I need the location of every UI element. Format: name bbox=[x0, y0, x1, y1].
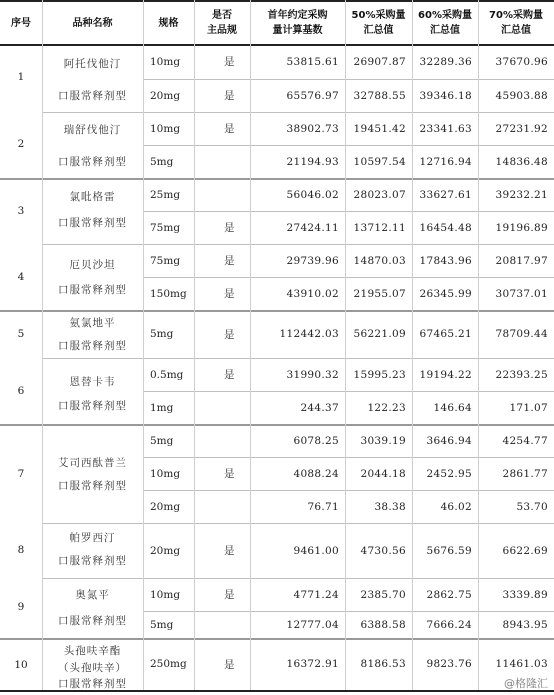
group-number: 3 bbox=[17, 205, 25, 217]
main-flag-cell bbox=[194, 424, 250, 457]
base-value-cell: 12777.04 bbox=[286, 618, 339, 631]
main-flag-cell: 是 bbox=[224, 222, 235, 234]
header-60: 60%采购量 汇总值 bbox=[418, 10, 472, 36]
base-value-cell: 27424.11 bbox=[286, 221, 339, 234]
spec-cell: 10mg bbox=[150, 122, 181, 135]
group-number: 10 bbox=[14, 659, 28, 671]
row-divider bbox=[143, 457, 554, 458]
base-value-cell: 76.71 bbox=[307, 500, 339, 513]
drug-name-line: 帕罗西汀 bbox=[69, 531, 116, 544]
p50-value-cell: 2044.18 bbox=[360, 467, 406, 480]
header-main: 是否 主品规 bbox=[207, 10, 237, 36]
p50-value-cell: 32788.55 bbox=[353, 89, 406, 102]
main-flag-cell: 是 bbox=[224, 123, 235, 135]
spec-cell: 20mg bbox=[150, 89, 181, 102]
spec-cell: 0.5mg bbox=[150, 368, 184, 381]
main-flag-cell: 是 bbox=[224, 288, 235, 300]
p60-value-cell: 146.64 bbox=[433, 401, 472, 414]
group-number: 9 bbox=[17, 601, 25, 613]
drug-name-line: 口服常释剂型 bbox=[58, 283, 127, 296]
drug-name-line: 头孢呋辛酯 bbox=[63, 644, 122, 657]
group-number: 7 bbox=[17, 468, 25, 480]
p50-value-cell: 15995.23 bbox=[353, 368, 406, 381]
spec-cell: 5mg bbox=[150, 328, 174, 340]
spec-cell: 10mg bbox=[150, 467, 181, 480]
p60-value-cell: 19194.22 bbox=[419, 368, 472, 381]
header-no: 序号 bbox=[11, 17, 31, 29]
main-flag-cell: 是 bbox=[224, 90, 235, 102]
p50-value-cell: 26907.87 bbox=[353, 55, 406, 68]
row-divider bbox=[0, 638, 554, 640]
base-value-cell: 6078.25 bbox=[293, 434, 339, 447]
row-divider bbox=[0, 44, 554, 46]
base-value-cell: 112442.03 bbox=[279, 328, 339, 340]
main-flag-cell bbox=[194, 178, 250, 211]
drug-name-line: 口服常释剂型 bbox=[58, 677, 127, 690]
drug-name-line: 阿托伐他汀 bbox=[63, 57, 122, 70]
main-flag-cell: 是 bbox=[224, 369, 235, 381]
p60-value-cell: 39346.18 bbox=[419, 89, 472, 102]
p60-value-cell: 17843.96 bbox=[419, 254, 472, 267]
base-value-cell: 244.37 bbox=[300, 401, 339, 414]
main-flag-cell: 是 bbox=[224, 468, 235, 480]
base-value-cell: 21194.93 bbox=[286, 155, 339, 168]
drug-name-line: 口服常释剂型 bbox=[58, 339, 127, 352]
row-divider bbox=[143, 490, 554, 491]
column-divider bbox=[345, 0, 346, 690]
p70-value-cell: 19196.89 bbox=[495, 221, 548, 234]
drug-name-line: 口服常释剂型 bbox=[58, 89, 127, 102]
spec-cell: 10mg bbox=[150, 55, 181, 68]
main-flag-cell bbox=[194, 611, 250, 638]
p50-value-cell: 6388.58 bbox=[360, 618, 406, 631]
p70-value-cell: 30737.01 bbox=[495, 287, 548, 300]
p60-value-cell: 7666.24 bbox=[426, 618, 472, 631]
drug-name-line: 恩替卡韦 bbox=[69, 375, 116, 388]
row-divider bbox=[0, 424, 554, 426]
spec-cell: 75mg bbox=[150, 221, 181, 234]
drug-name-line: 口服常释剂型 bbox=[58, 155, 127, 168]
p50-value-cell: 21955.07 bbox=[353, 287, 406, 300]
base-value-cell: 38902.73 bbox=[286, 122, 339, 135]
base-value-cell: 43910.02 bbox=[286, 287, 339, 300]
p70-value-cell: 22393.25 bbox=[495, 368, 548, 381]
p60-value-cell: 23341.63 bbox=[419, 122, 472, 135]
spec-cell: 20mg bbox=[150, 500, 181, 513]
p60-value-cell: 67465.21 bbox=[419, 328, 472, 340]
drug-name-line: 氨氯地平 bbox=[69, 316, 116, 329]
base-value-cell: 16372.91 bbox=[286, 658, 339, 670]
p70-value-cell: 6622.69 bbox=[502, 544, 548, 557]
row-divider bbox=[143, 611, 554, 612]
group-number: 6 bbox=[17, 385, 25, 397]
p50-value-cell: 14870.03 bbox=[353, 254, 406, 267]
drug-name-line: 口服常释剂型 bbox=[58, 614, 127, 627]
base-value-cell: 4088.24 bbox=[293, 467, 339, 480]
spec-cell: 5mg bbox=[150, 618, 174, 631]
row-divider bbox=[0, 310, 554, 312]
p70-value-cell: 37670.96 bbox=[495, 55, 548, 68]
p50-value-cell: 19451.42 bbox=[353, 122, 406, 135]
column-divider bbox=[412, 0, 413, 690]
p50-value-cell: 56221.09 bbox=[353, 328, 406, 340]
p70-value-cell: 27231.92 bbox=[495, 122, 548, 135]
base-value-cell: 53815.61 bbox=[286, 55, 339, 68]
drug-name-line: 口服常释剂型 bbox=[58, 479, 127, 492]
p70-value-cell: 45903.88 bbox=[495, 89, 548, 102]
row-divider bbox=[143, 145, 554, 146]
drug-name-line: （头孢呋辛） bbox=[58, 661, 127, 674]
p50-value-cell: 3039.19 bbox=[360, 434, 406, 447]
base-value-cell: 65576.97 bbox=[286, 89, 339, 102]
group-number: 8 bbox=[17, 544, 25, 556]
p60-value-cell: 2862.75 bbox=[426, 588, 472, 601]
header-50: 50%采购量 汇总值 bbox=[351, 10, 406, 36]
column-divider bbox=[143, 0, 144, 690]
spec-cell: 250mg bbox=[150, 658, 187, 670]
p50-value-cell: 10597.54 bbox=[353, 155, 406, 168]
p50-value-cell: 38.38 bbox=[374, 500, 406, 513]
p50-value-cell: 2385.70 bbox=[360, 588, 406, 601]
drug-name-line: 氯吡格雷 bbox=[69, 190, 116, 203]
column-divider bbox=[42, 0, 43, 690]
group-number: 1 bbox=[17, 71, 25, 83]
drug-name-line: 厄贝沙坦 bbox=[69, 258, 116, 271]
p50-value-cell: 8186.53 bbox=[360, 658, 406, 670]
p60-value-cell: 16454.48 bbox=[419, 221, 472, 234]
header-spec: 规格 bbox=[158, 17, 179, 29]
main-flag-cell: 是 bbox=[224, 328, 235, 341]
base-value-cell: 29739.96 bbox=[286, 254, 339, 267]
spec-cell: 5mg bbox=[150, 155, 174, 168]
base-value-cell: 9461.00 bbox=[293, 544, 339, 557]
p60-value-cell: 3646.94 bbox=[426, 434, 472, 447]
p70-value-cell: 2861.77 bbox=[502, 467, 548, 480]
p70-value-cell: 11461.03 bbox=[495, 658, 548, 670]
drug-name-line: 艾司西酞普兰 bbox=[58, 456, 127, 469]
row-divider bbox=[143, 391, 554, 392]
base-value-cell: 31990.32 bbox=[286, 368, 339, 381]
spec-cell: 5mg bbox=[150, 434, 174, 447]
p70-value-cell: 4254.77 bbox=[502, 434, 548, 447]
group-number: 2 bbox=[17, 138, 25, 150]
spec-cell: 75mg bbox=[150, 254, 181, 267]
drug-name-line: 瑞舒伐他汀 bbox=[63, 123, 122, 136]
spec-cell: 150mg bbox=[150, 287, 187, 300]
main-flag-cell: 是 bbox=[224, 255, 235, 267]
drug-name-line: 口服常释剂型 bbox=[58, 554, 127, 567]
main-flag-cell bbox=[194, 490, 250, 523]
p60-value-cell: 33627.61 bbox=[419, 188, 472, 201]
column-divider bbox=[194, 0, 195, 690]
spec-cell: 10mg bbox=[150, 588, 181, 601]
main-flag-cell: 是 bbox=[224, 56, 235, 68]
p70-value-cell: 20817.97 bbox=[495, 254, 548, 267]
group-number: 5 bbox=[17, 328, 25, 340]
row-divider bbox=[143, 79, 554, 80]
base-value-cell: 56046.02 bbox=[286, 188, 339, 201]
p70-value-cell: 53.70 bbox=[516, 500, 548, 513]
row-divider bbox=[143, 277, 554, 278]
p50-value-cell: 28023.07 bbox=[353, 188, 406, 201]
column-divider bbox=[478, 0, 479, 690]
row-divider bbox=[0, 178, 554, 180]
p70-value-cell: 3339.89 bbox=[502, 588, 548, 601]
group-number: 4 bbox=[17, 271, 25, 283]
p70-value-cell: 14836.48 bbox=[495, 155, 548, 168]
p60-value-cell: 5676.59 bbox=[426, 544, 472, 557]
p50-value-cell: 4730.56 bbox=[360, 544, 406, 557]
column-divider bbox=[250, 0, 251, 690]
row-divider bbox=[0, 690, 554, 692]
p60-value-cell: 12716.94 bbox=[419, 155, 472, 168]
main-flag-cell: 是 bbox=[224, 545, 235, 557]
header-70: 70%采购量 汇总值 bbox=[489, 10, 543, 36]
spec-cell: 1mg bbox=[150, 401, 174, 414]
drug-name-line: 口服常释剂型 bbox=[58, 216, 127, 229]
row-divider bbox=[0, 0, 554, 2]
main-flag-cell: 是 bbox=[224, 658, 235, 671]
p60-value-cell: 46.02 bbox=[440, 500, 472, 513]
main-flag-cell bbox=[194, 145, 250, 178]
p60-value-cell: 2452.95 bbox=[426, 467, 472, 480]
p60-value-cell: 9823.76 bbox=[426, 658, 472, 670]
main-flag-cell: 是 bbox=[224, 589, 235, 601]
p70-value-cell: 171.07 bbox=[509, 401, 548, 414]
p60-value-cell: 32289.36 bbox=[419, 55, 472, 68]
p70-value-cell: 39232.21 bbox=[495, 188, 548, 201]
header-base: 首年约定采购 量计算基数 bbox=[267, 10, 328, 36]
header-name: 品种名称 bbox=[72, 17, 113, 29]
drug-name-line: 奥氮平 bbox=[75, 588, 110, 601]
p60-value-cell: 26345.99 bbox=[419, 287, 472, 300]
row-divider bbox=[143, 211, 554, 212]
watermark: @格隆汇 bbox=[504, 677, 548, 690]
p70-value-cell: 78709.44 bbox=[495, 328, 548, 340]
p50-value-cell: 13712.11 bbox=[353, 221, 406, 234]
main-flag-cell bbox=[194, 391, 250, 424]
spec-cell: 25mg bbox=[150, 188, 181, 201]
p50-value-cell: 122.23 bbox=[367, 401, 406, 414]
base-value-cell: 4771.24 bbox=[293, 588, 339, 601]
p70-value-cell: 8943.95 bbox=[502, 618, 548, 631]
drug-name-line: 口服常释剂型 bbox=[58, 399, 127, 412]
spec-cell: 20mg bbox=[150, 544, 181, 557]
